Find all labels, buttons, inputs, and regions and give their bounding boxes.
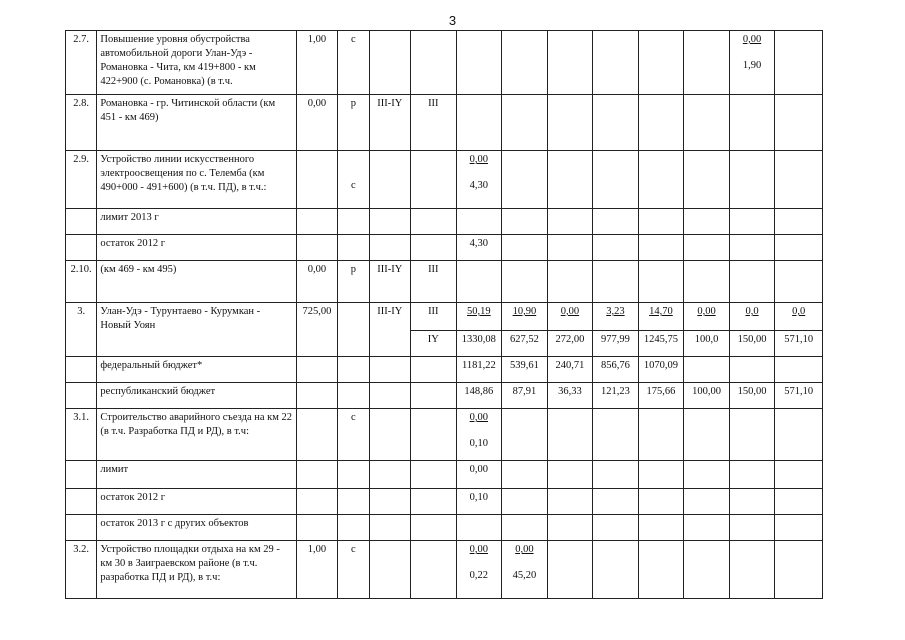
value-cell (638, 31, 684, 95)
category-cell (369, 31, 410, 95)
value-cell: 148,86 (456, 383, 502, 409)
sub-item-name: остаток 2012 г (97, 489, 296, 515)
row-number: 2.7. (66, 31, 97, 95)
work-type-cell: р (338, 261, 369, 303)
table-row (66, 515, 823, 541)
table-row (66, 209, 823, 235)
value-cell (456, 151, 502, 209)
work-type-cell: р (338, 95, 369, 151)
value-cell (684, 31, 730, 95)
category-cell: III-IY (369, 303, 410, 357)
value-cell: 1070,09 (638, 357, 684, 383)
value-bottom: 1,90 (742, 60, 762, 71)
value-cell: 100,0 (684, 331, 730, 357)
table-row (66, 95, 823, 151)
value-cell: 14,70 (638, 303, 684, 331)
value-cell: 0,00 (547, 303, 593, 331)
work-type-cell: с (338, 409, 369, 461)
value-top: 0,00 (742, 34, 762, 45)
value-bottom: 0,10 (469, 438, 489, 449)
value-cell (456, 31, 502, 95)
value-cell: 100,00 (684, 383, 730, 409)
value-cell: 10,90 (502, 303, 548, 331)
sub-item-name: лимит 2013 г (97, 209, 296, 235)
object-name: Романовка - гр. Читинской области (км 451 - км 469) (97, 95, 296, 151)
value-top: 0,00 (515, 544, 534, 555)
value-cell: 87,91 (502, 383, 548, 409)
value-top: 0,00 (469, 544, 489, 555)
value-cell (775, 31, 823, 95)
object-name: Улан-Удэ - Турунтаево - Курумкан - Новый Уоян (97, 303, 296, 357)
sub-item-name: лимит (97, 461, 296, 489)
length-cell (296, 151, 337, 209)
category-cell: III-IY (369, 95, 410, 151)
table-row (66, 541, 823, 599)
value-bottom: 45,20 (512, 570, 537, 581)
object-name: (км 469 - км 495) (97, 261, 296, 303)
value-cell: 240,71 (547, 357, 593, 383)
work-type-cell: с (338, 541, 369, 599)
table-row (66, 303, 823, 331)
table-row (66, 409, 823, 461)
table-row (66, 151, 823, 209)
table-row (66, 357, 823, 383)
work-type-value: с (351, 180, 356, 191)
length-cell: 1,00 (296, 541, 337, 599)
value-cell: 1245,75 (638, 331, 684, 357)
value-cell: 0,0 (775, 303, 823, 331)
value-cell (456, 541, 502, 599)
value-cell: 571,10 (775, 383, 823, 409)
length-cell: 1,00 (296, 31, 337, 95)
value-cell: 150,00 (729, 383, 775, 409)
value-cell: 4,30 (456, 235, 502, 261)
value-cell: 50,19 (456, 303, 502, 331)
page-number: 3 (448, 13, 457, 28)
value-cell (547, 31, 593, 95)
object-name: Повышение уровня обустройства автомобильной дороги Улан-Удэ - Романовка - Чита, км 419+800 - км 422+900 (с. Романовка) (в т.ч. (97, 31, 296, 95)
value-cell: 0,00 (684, 303, 730, 331)
table-row (66, 461, 823, 489)
value-top: 0,00 (469, 154, 489, 165)
value-cell: 0,10 (456, 489, 502, 515)
value-cell: 1181,22 (456, 357, 502, 383)
value-cell: 3,23 (593, 303, 639, 331)
object-name: Устройство площадки отдыха на км 29 - км 30 в Заиграевском районе (в т.ч. разработка ПД и РД), в т.ч: (97, 541, 296, 599)
length-cell: 0,00 (296, 95, 337, 151)
length-cell: 0,00 (296, 261, 337, 303)
value-cell: 121,23 (593, 383, 639, 409)
category-cell: III (411, 303, 457, 331)
value-cell: 272,00 (547, 331, 593, 357)
budget-table (65, 30, 823, 599)
category-cell (411, 31, 457, 95)
value-cell: 0,00 (456, 461, 502, 489)
sub-item-name: остаток 2012 г (97, 235, 296, 261)
table-row (66, 235, 823, 261)
table-row (66, 383, 823, 409)
row-number: 3. (66, 303, 97, 357)
value-cell: 627,52 (502, 331, 548, 357)
category-cell: III (411, 261, 457, 303)
value-cell (593, 31, 639, 95)
table-row (66, 261, 823, 303)
row-number: 3.2. (66, 541, 97, 599)
value-cell: 977,99 (593, 331, 639, 357)
category-cell: IY (411, 331, 457, 357)
value-cell: 1330,08 (456, 331, 502, 357)
table-row (66, 489, 823, 515)
value-bottom: 4,30 (469, 180, 489, 191)
row-number: 2.10. (66, 261, 97, 303)
category-cell: III-IY (369, 261, 410, 303)
object-name: Устройство линии искусственного электроосвещения по с. Телемба (км 490+000 - 491+600) (в т.ч. ПД), в т.ч.: (97, 151, 296, 209)
row-number: 2.8. (66, 95, 97, 151)
value-cell (729, 31, 775, 95)
value-cell: 571,10 (775, 331, 823, 357)
value-cell: 0,0 (729, 303, 775, 331)
value-cell: 175,66 (638, 383, 684, 409)
category-cell: III (411, 95, 457, 151)
length-cell: 725,00 (296, 303, 337, 357)
work-type-cell (338, 151, 369, 209)
table-row (66, 31, 823, 95)
row-number: 2.9. (66, 151, 97, 209)
sub-item-name: федеральный бюджет* (97, 357, 296, 383)
value-cell: 150,00 (729, 331, 775, 357)
value-bottom: 0,22 (469, 570, 489, 581)
value-cell: 539,61 (502, 357, 548, 383)
value-cell (502, 541, 548, 599)
value-cell (502, 31, 548, 95)
value-cell (456, 409, 502, 461)
value-cell: 36,33 (547, 383, 593, 409)
work-type-cell: с (338, 31, 369, 95)
sub-item-name: остаток 2013 г с других объектов (97, 515, 296, 541)
sub-item-name: республиканский бюджет (97, 383, 296, 409)
value-top: 0,00 (469, 412, 489, 423)
row-number: 3.1. (66, 409, 97, 461)
object-name: Строительство аварийного съезда на км 22 (в т.ч. Разработка ПД и РД), в т.ч: (97, 409, 296, 461)
value-cell: 856,76 (593, 357, 639, 383)
